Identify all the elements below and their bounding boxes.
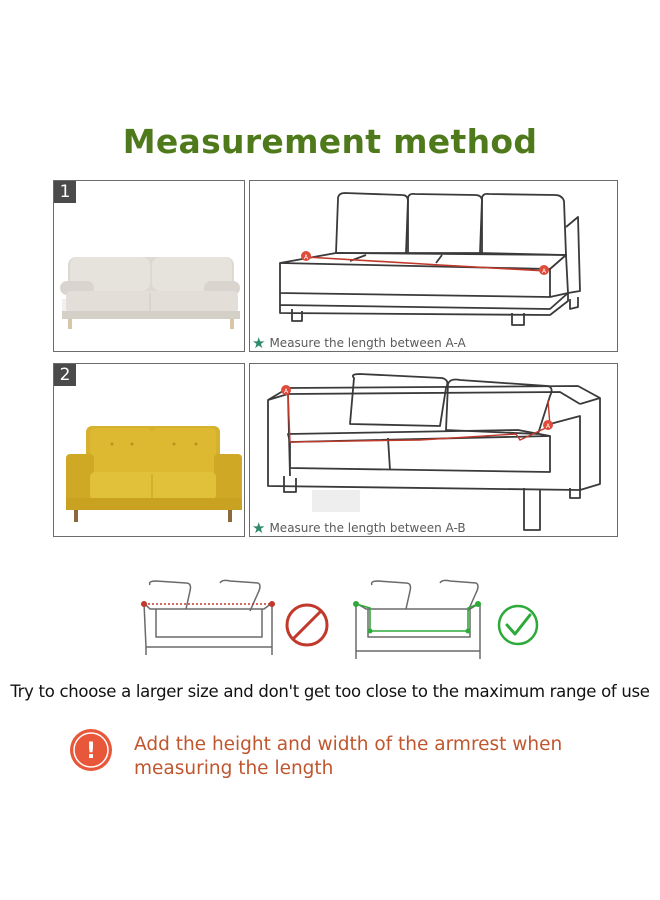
- step-number-badge: 2: [54, 364, 76, 386]
- page-title: Measurement method: [122, 122, 538, 161]
- measure-caption-1: ★ Measure the length between A-A: [252, 334, 466, 352]
- svg-text:A: A: [545, 423, 551, 430]
- step-number-badge: 1: [54, 181, 76, 203]
- sofa-line-drawing-1: [250, 181, 617, 331]
- prohibited-icon: [287, 605, 327, 645]
- beige-three-seat-sofa-photo: [54, 181, 244, 351]
- sofa-photo-2-panel: [53, 363, 245, 537]
- correct-measure-sofa: [356, 580, 480, 659]
- svg-text:A: A: [283, 388, 289, 395]
- wrong-right-comparison: [0, 575, 660, 665]
- measure-diagram-2-panel: [249, 363, 618, 537]
- measure-caption-2: ★ Measure the length between A-B: [252, 519, 466, 537]
- star-icon: ★: [252, 334, 266, 352]
- exclamation-icon: [68, 727, 114, 773]
- yellow-two-seat-sofa-photo: [54, 364, 244, 536]
- checkmark-icon: [499, 606, 537, 644]
- size-tip-text: Try to choose a larger size and don't get too close to the maximum range of use: [10, 682, 650, 701]
- measure-diagram-1-panel: [249, 180, 618, 352]
- sofa-photo-1-panel: [53, 180, 245, 352]
- armrest-warning-text: Add the height and width of the armrest when measuring the length: [134, 734, 563, 779]
- star-icon: ★: [252, 519, 266, 537]
- svg-text:A: A: [541, 268, 547, 275]
- sofa-line-drawing-2: [250, 364, 617, 536]
- wrong-measure-sofa: [144, 580, 272, 655]
- svg-text:!: !: [85, 739, 97, 764]
- svg-text:A: A: [303, 254, 309, 261]
